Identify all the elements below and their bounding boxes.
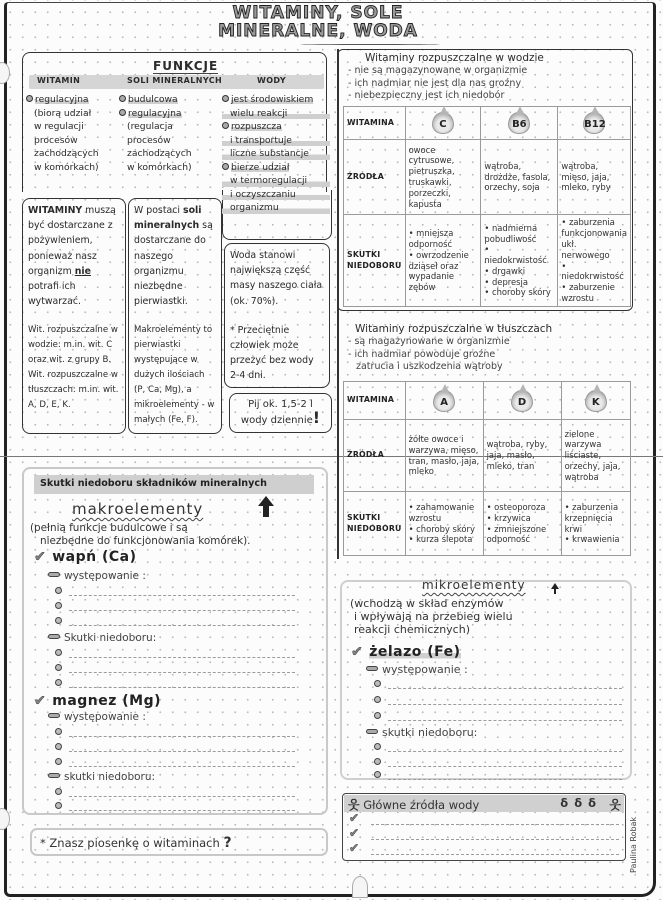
water-source-line[interactable] (349, 841, 619, 857)
deficit-item: • depresja (484, 276, 528, 287)
fat-soluble-title: Witaminy rozpuszczalne w tłuszczach (355, 323, 553, 335)
dotted-line (69, 625, 295, 626)
title-line-1: WITAMINY, SOLE (232, 3, 404, 23)
macroelements-desc-1: (pełnią funkcje budulcowe i są (30, 522, 188, 534)
pill-bullet-icon (48, 572, 60, 577)
circle-bullet-icon (55, 758, 62, 765)
drop-icon: K (585, 390, 607, 412)
water-percentage-note: Woda stanowi największą część masy naszego ciała (ok. 70%). (230, 250, 323, 307)
blank-line[interactable] (55, 677, 295, 690)
circle-bullet-icon (55, 728, 62, 735)
element-name: wapń (Ca) (52, 549, 137, 565)
deficit-label (366, 726, 477, 739)
table-row (344, 140, 631, 215)
circle-bullet-icon (55, 602, 62, 609)
water-source-line[interactable] (349, 826, 619, 842)
water-sources-box (342, 793, 626, 861)
label-text: występowanie : (64, 711, 146, 723)
function-detail: w komórkach) (127, 161, 192, 173)
deficit-item: • osteoporoza (486, 501, 546, 512)
water-soluble-points (348, 65, 527, 103)
row-header: ŹRÓDŁA (344, 140, 406, 215)
arrow-up-icon-stem (554, 588, 556, 594)
circle-bullet-icon (374, 696, 381, 703)
vitamin-cell (483, 382, 561, 420)
element-iron (351, 644, 461, 660)
circle-bullet-icon (374, 712, 381, 719)
sources-cell: żółte owoce i warzywa, mięso, tran, masło, jaja, mleko (405, 420, 483, 492)
dotted-line (69, 595, 295, 596)
row-header: SKUTKI NIEDOBORU (344, 492, 406, 556)
stick-figure-icon: 웃 (609, 798, 621, 812)
function-detail: i oczyszczaniu (222, 188, 330, 202)
function-detail: zachodzących (127, 148, 192, 159)
pill-bullet-icon (48, 713, 60, 718)
note-bold: soli mineralnych (134, 205, 202, 232)
label-text: skutki niedoboru: (64, 771, 156, 783)
question-mark-icon: ? (223, 835, 232, 851)
drop-icon: D (511, 390, 533, 412)
functions-headers (29, 75, 324, 89)
water-survival-note: * Przeciętnie człowiek może przeżyć bez wody 2-4 dni. (230, 324, 314, 382)
table-row (344, 420, 631, 492)
drop-icon: A (433, 390, 455, 412)
blank-line[interactable] (55, 615, 295, 628)
point: - są magazynowane w organizmie (348, 336, 510, 347)
water-source-line[interactable] (349, 811, 619, 827)
dotted-line (371, 854, 619, 855)
function-detail: w komórkach) (34, 161, 99, 173)
bullet-icon (222, 163, 229, 170)
deficit-label (48, 632, 156, 644)
deficit-item: • zmniejszone odporność (486, 523, 547, 545)
deficit-item: • niedokrwistość (484, 244, 547, 266)
page-title (198, 4, 438, 40)
sources-cell: owoce cytrusowe, pietruszka, truskawki, porzeczki, kapusta (405, 140, 481, 215)
blank-line[interactable] (374, 741, 624, 754)
drop-icon: C (432, 112, 454, 134)
function-detail: i transportuje (222, 134, 330, 148)
water-sources-header (344, 795, 624, 812)
deficit-item: • krwawienia (564, 534, 620, 545)
label-text: skutki niedoboru: (382, 726, 478, 739)
dotted-line (69, 657, 295, 658)
sources-cell: wątroba, drożdże, fasola, orzechy, soja (481, 140, 558, 215)
drink-text: Pij ok. 1,5-2 l wody dziennie (240, 399, 313, 426)
blank-line[interactable] (374, 756, 624, 769)
dotted-line (388, 766, 622, 767)
circle-bullet-icon (55, 679, 62, 686)
deficit-item: • choroby skóry (484, 287, 551, 298)
microelements-title: mikroelementy (422, 578, 526, 592)
row-header: SKUTKI NIEDOBORU (344, 215, 406, 307)
table-row (344, 382, 631, 420)
deficit-item: • kurza ślepota (408, 534, 473, 545)
dotted-line (388, 720, 622, 721)
water-functions (222, 93, 330, 215)
dotted-line (69, 751, 295, 752)
blank-line[interactable] (55, 800, 295, 813)
function-detail: (biorą udział (34, 107, 92, 119)
function-label: bierze udział (231, 161, 290, 173)
circle-bullet-icon (55, 649, 62, 656)
circle-bullet-icon (374, 680, 381, 687)
pill-bullet-icon (48, 773, 60, 778)
deficit-item: • zaburzenia krzepnięcia krwi (564, 501, 619, 534)
stick-figure-icon: 웃 (348, 798, 360, 812)
function-label: regulacyjna (128, 107, 182, 119)
vitamin-cell (481, 107, 558, 140)
blank-line[interactable] (55, 600, 295, 613)
dotted-line (371, 824, 619, 825)
fat-soluble-note: Wit. rozpuszczalne w tłuszczach: m.in. wit. A, D, E, K. (28, 370, 119, 411)
check-icon: ✔ (349, 811, 360, 825)
water-sources-title: Główne źródła wody (363, 798, 480, 812)
dotted-line (388, 688, 622, 689)
divider (337, 49, 339, 559)
drops-icon: δδδ (560, 796, 602, 810)
function-detail: procesów (127, 134, 171, 146)
header-minerals: SOLI MINERALNYCH (127, 76, 223, 85)
dotted-line (69, 672, 295, 673)
note-bold: WITAMINY (28, 205, 83, 216)
function-detail: wielu reakcji (222, 107, 330, 121)
blank-line[interactable] (55, 786, 295, 799)
blank-line[interactable] (374, 769, 624, 782)
deficit-cell (558, 215, 631, 307)
circle-bullet-icon (55, 664, 62, 671)
note-text: potrafi ich wytwarzać. (28, 281, 81, 308)
note-underlined: nie (74, 265, 91, 277)
minerals-note (128, 198, 222, 434)
bullet-icon (222, 122, 229, 129)
function-detail: liczne substancje (222, 147, 330, 161)
macroelements-title: makroelementy (72, 500, 204, 518)
circle-bullet-icon (55, 617, 62, 624)
function-detail: (regulacja (127, 121, 173, 132)
water-note (224, 243, 330, 388)
deficit-cell (483, 492, 561, 556)
element-calcium (34, 549, 137, 565)
bullet-icon (222, 95, 229, 102)
arrow-up-icon-stem (263, 505, 269, 517)
dotted-line (388, 704, 622, 705)
deficit-item: • nadmierna pobudliwość (484, 222, 538, 244)
table-row (344, 492, 631, 556)
blank-line[interactable] (55, 585, 295, 598)
title-underline (300, 44, 440, 45)
pill-bullet-icon (366, 666, 378, 671)
exclamation-icon: ! (312, 408, 321, 427)
dotted-line (69, 796, 295, 797)
deficit-cell (481, 215, 558, 307)
circle-bullet-icon (55, 743, 62, 750)
mineral-functions (119, 93, 219, 174)
song-text: * Znasz piosenkę o witaminach (40, 836, 220, 850)
deficit-label (48, 771, 155, 783)
point: zatrucia i uszkodzenia wątroby (356, 361, 503, 372)
deficit-item: • owrzodzenie dziąseł oraz wypadanie zębów (408, 249, 469, 293)
note-text: muszą być dostarczane z pożywieniem, ponieważ nasz organizm (28, 205, 116, 277)
circle-bullet-icon (374, 758, 381, 765)
header-vitamins: WITAMIN (37, 76, 81, 85)
blank-line[interactable] (55, 741, 295, 754)
dotted-line (69, 766, 295, 767)
drink-water-note (229, 393, 332, 433)
circle-bullet-icon (55, 587, 62, 594)
drop-icon: B12 (583, 112, 605, 134)
macroelements-desc-2: niezbędne do funkcjonowania komórek). (40, 535, 251, 547)
bullet-icon (119, 109, 126, 116)
blank-line[interactable] (55, 756, 295, 769)
drop-icon: B6 (508, 112, 530, 134)
header-water: WODY (257, 76, 287, 85)
function-label: budulcowa (128, 94, 178, 105)
water-soluble-title: Witaminy rozpuszczalne w wodzie (365, 52, 544, 64)
desc-line: i wpływają na przebieg wielu (354, 610, 513, 623)
bullet-icon (119, 95, 126, 102)
blank-line[interactable] (55, 726, 295, 739)
sources-cell: wątroba, mięso, jaja, mleko, ryby (558, 140, 631, 215)
vitamin-cell (405, 107, 481, 140)
table-row (344, 215, 631, 307)
function-label: rozpuszcza (231, 121, 282, 132)
point: - ich nadmiar powoduje groźne (348, 348, 496, 360)
function-label: jest środowiskiem (231, 94, 314, 105)
water-soluble-table (343, 106, 631, 307)
song-question (30, 828, 328, 856)
table-row (344, 107, 631, 140)
deficit-item: • choroby skóry (408, 523, 475, 534)
label-text: Skutki niedoboru: (64, 632, 157, 644)
deficit-cell (405, 492, 483, 556)
fat-soluble-points (348, 336, 510, 374)
binder-hole (352, 876, 368, 898)
sources-cell: zielone warzywa liściaste, orzechy, jaja, wątroba (561, 420, 630, 492)
point: - ich nadmiar nie jest dla nas groźny (348, 77, 522, 89)
element-magnesium (34, 693, 161, 709)
note-text: są dostarczane do naszego organizmu niezbędne pierwiastki. (134, 220, 213, 308)
deficit-cell (405, 215, 481, 307)
dotted-line (69, 736, 295, 737)
deficit-item: • zahamowanie wzrostu (408, 501, 475, 523)
deficit-item: • zaburzenie wzrostu (561, 282, 615, 303)
circle-bullet-icon (374, 771, 381, 778)
point: - niebezpieczny jest ich niedobór (348, 90, 505, 101)
element-name: magnez (Mg) (52, 693, 162, 709)
row-header: WITAMINA (344, 382, 406, 420)
vitamin-cell (558, 107, 631, 140)
blank-line[interactable] (374, 710, 624, 723)
dotted-line (388, 751, 622, 752)
vitamins-note (22, 198, 126, 434)
function-detail: zachodzących (34, 148, 99, 159)
fat-soluble-table (343, 381, 631, 556)
blank-line[interactable] (374, 678, 624, 691)
pill-bullet-icon (48, 634, 60, 639)
function-detail: procesów (34, 134, 78, 146)
occurrence-label (48, 711, 146, 723)
function-detail: organizmu (222, 201, 330, 215)
occurrence-label (366, 663, 468, 676)
dotted-line (388, 779, 622, 780)
label-text: występowanie : (64, 570, 146, 582)
vitamin-cell (405, 382, 483, 420)
circle-bullet-icon (374, 743, 381, 750)
element-name: żelazo (Fe) (369, 644, 461, 660)
vitamin-functions (26, 93, 118, 174)
check-icon: ✔ (349, 841, 360, 855)
deficit-item: • zaburzenia funkcjonowania ukł. nerwowego (561, 217, 628, 260)
dotted-line (69, 810, 295, 811)
pill-bullet-icon (366, 729, 378, 734)
occurrence-label (48, 570, 146, 582)
check-icon: ✔ (349, 826, 360, 840)
function-label: regulacyjna (35, 94, 89, 105)
deficit-item: • niedokrwistość (561, 260, 624, 282)
dotted-line (69, 610, 295, 611)
functions-title: FUNKCJE (153, 59, 219, 73)
row-header: ŹRÓDŁA (344, 420, 406, 492)
deficit-cell (561, 492, 630, 556)
desc-line: reakcji chemicznych) (354, 623, 470, 636)
function-detail: w regulacji (34, 121, 84, 132)
circle-bullet-icon (55, 788, 62, 795)
label-text: występowanie : (382, 663, 468, 676)
blank-line[interactable] (374, 694, 624, 707)
blank-line[interactable] (55, 647, 295, 660)
dotted-line (371, 839, 619, 840)
author-signature: Paulina Robak (629, 816, 638, 873)
check-icon: ✔ (351, 644, 364, 660)
note-text: W postaci (134, 205, 183, 216)
water-soluble-note: Wit. rozpuszczalne w wodzie: m.in. wit. C oraz wit. z grupy B. (28, 325, 118, 366)
check-icon: ✔ (34, 693, 47, 709)
title-line-2: MINERALNE, WODA (218, 21, 418, 41)
macro-micro-note: Makroelementy to pierwiastki występujące w dużych ilościach (P, Ca, Mg), a mikroelementy - w małych (Fe, F). (134, 325, 215, 426)
sources-cell: wątroba, ryby, jaja, masło, mleko, tran (483, 420, 561, 492)
check-icon: ✔ (34, 549, 47, 565)
function-detail: w termoregulacji (222, 174, 330, 188)
deficit-item: • mniejsza odporność (408, 228, 454, 249)
point: - nie są magazynowane w organizmie (348, 65, 528, 76)
minerals-deficit-banner: Skutki niedoboru składników mineralnych (34, 475, 314, 494)
vitamin-cell (561, 382, 630, 420)
row-header: WITAMINA (344, 107, 406, 140)
deficit-item: • krzywica (486, 512, 531, 523)
circle-bullet-icon (55, 802, 62, 809)
microelements-desc (350, 597, 513, 636)
bullet-icon (26, 95, 33, 102)
blank-line[interactable] (55, 662, 295, 675)
dotted-line (69, 687, 295, 688)
deficit-item: • drgawki (484, 265, 526, 276)
desc-line: (wchodzą w skład enzymów (350, 597, 504, 610)
